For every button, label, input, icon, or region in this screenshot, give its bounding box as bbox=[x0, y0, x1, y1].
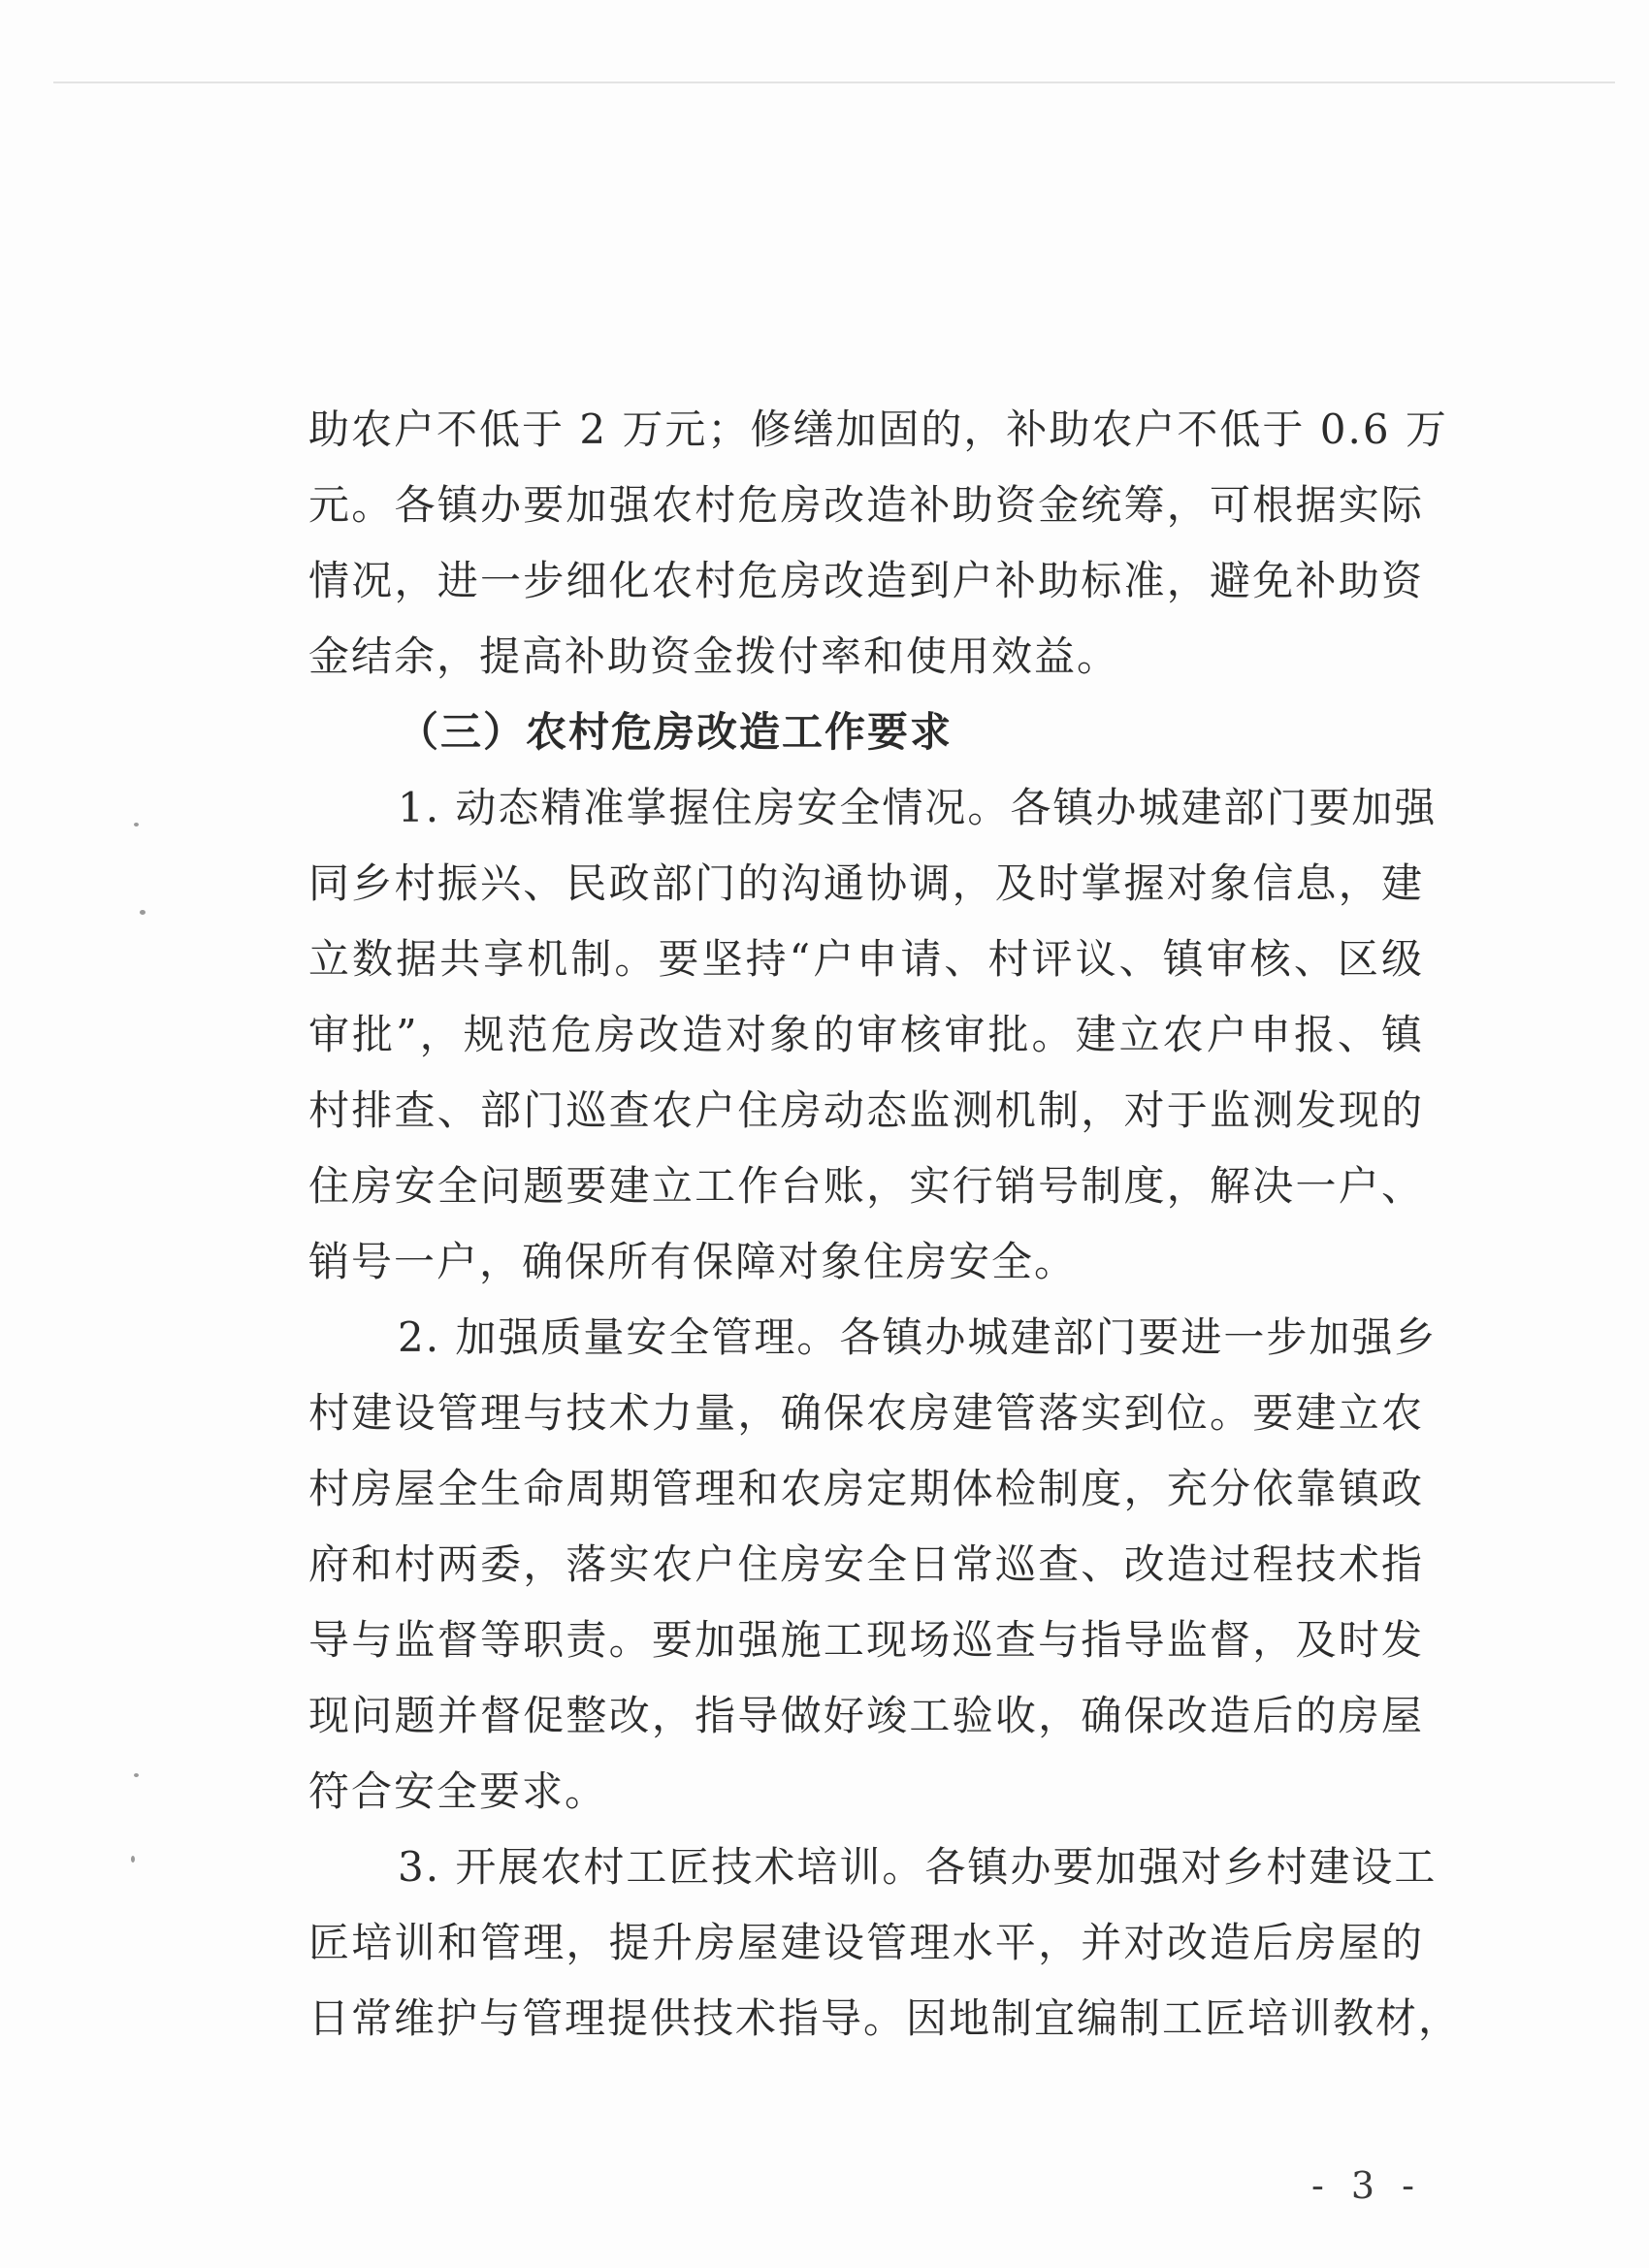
text-line: 销号一户，确保所有保障对象住房安全。 bbox=[308, 1238, 1078, 1285]
document-body bbox=[308, 392, 1462, 2057]
text-line: 符合安全要求。 bbox=[308, 1767, 608, 1815]
scan-speck bbox=[131, 1856, 135, 1863]
text-line: 审批”，规范危房改造对象的审核审批。建立农户申报、镇 bbox=[308, 1011, 1424, 1058]
text-line: 村排查、部门巡查农户住房动态监测机制，对于监测发现的 bbox=[308, 1086, 1424, 1134]
section-heading: （三）农村危房改造工作要求 bbox=[398, 708, 954, 756]
text-line: 村房屋全生命周期管理和农房定期体检制度，充分依靠镇政 bbox=[308, 1465, 1424, 1512]
text-line: 日常维护与管理提供技术指导。因地制宜编制工匠培训教材， bbox=[308, 1994, 1462, 2042]
text-line: 情况，进一步细化农村危房改造到户补助标准，避免补助资 bbox=[308, 557, 1424, 604]
text-line: 现问题并督促整改，指导做好竣工验收，确保改造后的房屋 bbox=[308, 1692, 1424, 1739]
text-line: 助农户不低于 2 万元；修缮加固的，补助农户不低于 0.6 万 bbox=[308, 405, 1448, 453]
text-line: 金结余，提高补助资金拨付率和使用效益。 bbox=[308, 632, 1120, 680]
text-line: 村建设管理与技术力量，确保农房建管落实到位。要建立农 bbox=[308, 1389, 1424, 1437]
paragraph-2-first-line: 2. 加强质量安全管理。各镇办城建部门要进一步加强乡 bbox=[398, 1313, 1438, 1361]
scan-edge-line bbox=[53, 81, 1615, 83]
text-line: 导与监督等职责。要加强施工现场巡查与指导监督，及时发 bbox=[308, 1616, 1424, 1664]
scan-speck bbox=[134, 823, 139, 826]
text-line: 立数据共享机制。要坚持“户申请、村评议、镇审核、区级 bbox=[308, 935, 1424, 983]
scan-speck bbox=[134, 1773, 139, 1777]
paragraph-3-first-line: 3. 开展农村工匠技术培训。各镇办要加强对乡村建设工 bbox=[398, 1843, 1438, 1891]
text-line: 元。各镇办要加强农村危房改造补助资金统筹，可根据实际 bbox=[308, 481, 1424, 529]
text-line: 同乡村振兴、民政部门的沟通协调，及时掌握对象信息，建 bbox=[308, 859, 1424, 907]
scan-speck bbox=[140, 910, 146, 915]
text-line: 府和村两委，落实农户住房安全日常巡查、改造过程技术指 bbox=[308, 1540, 1424, 1588]
page-number: - 3 - bbox=[1311, 2164, 1423, 2207]
paragraph-1-first-line: 1. 动态精准掌握住房安全情况。各镇办城建部门要加强 bbox=[398, 784, 1438, 831]
text-line: 住房安全问题要建立工作台账，实行销号制度，解决一户、 bbox=[308, 1162, 1424, 1210]
text-line: 匠培训和管理，提升房屋建设管理水平，并对改造后房屋的 bbox=[308, 1919, 1424, 1966]
